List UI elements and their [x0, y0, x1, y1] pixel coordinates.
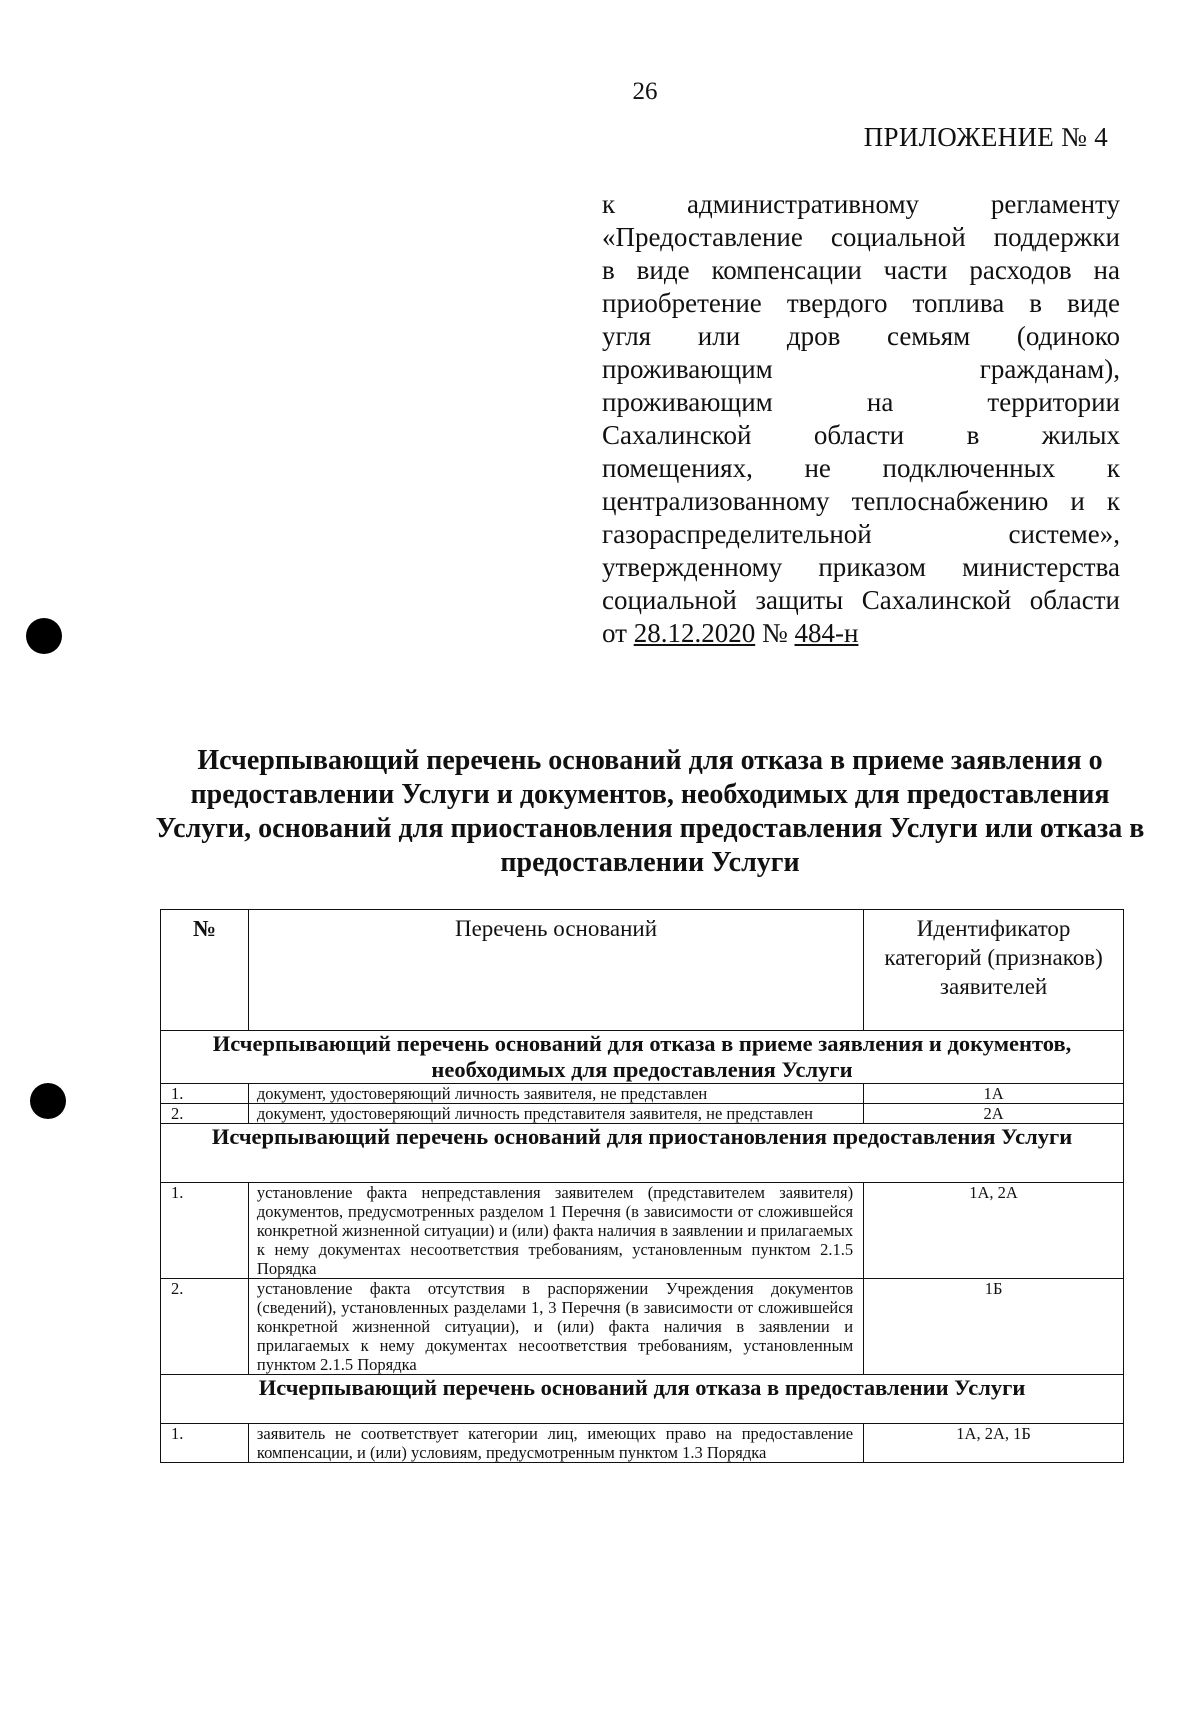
number-sign: № [761, 618, 788, 648]
table-header-row [161, 910, 1124, 1031]
annex-line: проживающим на территории [602, 387, 1120, 417]
table-row [161, 1104, 1124, 1124]
table-row [161, 1424, 1124, 1463]
annex-line: Сахалинской области в жилых [602, 420, 1120, 450]
row-number: 1. [161, 1424, 249, 1463]
section-row [161, 1375, 1124, 1424]
order-number: 484-н [794, 618, 859, 648]
section-row [161, 1031, 1124, 1084]
row-ids: 1А, 2А [864, 1183, 1124, 1279]
annex-line: социальной защиты Сахалинской области [602, 585, 1120, 615]
annex-date-line [602, 617, 1120, 650]
annex-line: проживающим гражданам), [602, 354, 1120, 384]
annex-line: помещениях, не подключенных к [602, 453, 1120, 483]
section-title: Исчерпывающий перечень оснований для приостановления предоставления Услуги [161, 1124, 1124, 1183]
punch-hole-top [26, 618, 62, 654]
row-ids: 1А [864, 1084, 1124, 1104]
header-num: № [161, 910, 249, 1031]
order-date: 28.12.2020 [633, 618, 756, 648]
table-row [161, 1084, 1124, 1104]
annex-line: централизованному теплоснабжению и к [602, 486, 1120, 516]
row-text: документ, удостоверяющий личность заявителя, не представлен [248, 1084, 863, 1104]
header-ids: Идентификатор категорий (признаков) заявителей [864, 910, 1124, 1031]
row-number: 2. [161, 1104, 249, 1124]
row-text: заявитель не соответствует категории лиц, имеющих право на предоставление компенсации, и (или) условиям, предусмотренным пунктом 1.3 Порядка [248, 1424, 863, 1463]
appendix-title: ПРИЛОЖЕНИЕ № 4 [863, 122, 1108, 152]
section-title: Исчерпывающий перечень оснований для отказа в предоставлении Услуги [161, 1375, 1124, 1424]
table-row [161, 1279, 1124, 1375]
section-row [161, 1124, 1124, 1183]
page-number: 26 [632, 78, 658, 105]
row-number: 1. [161, 1084, 249, 1104]
annex-line: «Предоставление социальной поддержки [602, 222, 1120, 252]
header-grounds: Перечень оснований [248, 910, 863, 1031]
row-ids: 1Б [864, 1279, 1124, 1375]
table-row [161, 1183, 1124, 1279]
annex-line: к административному регламенту [602, 189, 1120, 219]
annex-line: в виде компенсации части расходов на [602, 255, 1120, 285]
punch-hole-bottom [30, 1083, 66, 1119]
grounds-table [160, 909, 1124, 1463]
annex-text [602, 188, 1120, 650]
row-text: установление факта непредставления заявителем (представителем заявителя) документов, предусмотренных разделом 1 Перечня (в зависимости от сложившейся конкретной жизненной ситуации) и (или) факта наличия в заявлении и прилагаемых к нему документах несоответствия требованиям, установленным пунктом 2.1.5 Порядка [248, 1183, 863, 1279]
annex-line: утвержденному приказом министерства [602, 552, 1120, 582]
annex-line: газораспределительной системе», [602, 519, 1120, 549]
row-text: установление факта отсутствия в распоряжении Учреждения документов (сведений), установленных разделами 1, 3 Перечня (в зависимости от сложившейся конкретной жизненной ситуации), и (или) факта наличия в заявлении и прилагаемых к нему документах несоответствия требованиям, установленным пунктом 2.1.5 Порядка [248, 1279, 863, 1375]
row-ids: 2А [864, 1104, 1124, 1124]
row-number: 2. [161, 1279, 249, 1375]
annex-line: приобретение твердого топлива в виде [602, 288, 1120, 318]
section-title: Исчерпывающий перечень оснований для отказа в приеме заявления и документов, необходимых для предоставления Услуги [161, 1031, 1124, 1084]
row-ids: 1А, 2А, 1Б [864, 1424, 1124, 1463]
annex-line: угля или дров семьям (одиноко [602, 321, 1120, 351]
main-title: Исчерпывающий перечень оснований для отказа в приеме заявления о предоставлении Услуги и документов, необходимых для предоставления Услуги, оснований для приостановления предоставления Услуги или отказа в предоставлении Услуги [155, 745, 1145, 878]
date-prefix: от [602, 618, 627, 648]
row-number: 1. [161, 1183, 249, 1279]
row-text: документ, удостоверяющий личность представителя заявителя, не представлен [248, 1104, 863, 1124]
